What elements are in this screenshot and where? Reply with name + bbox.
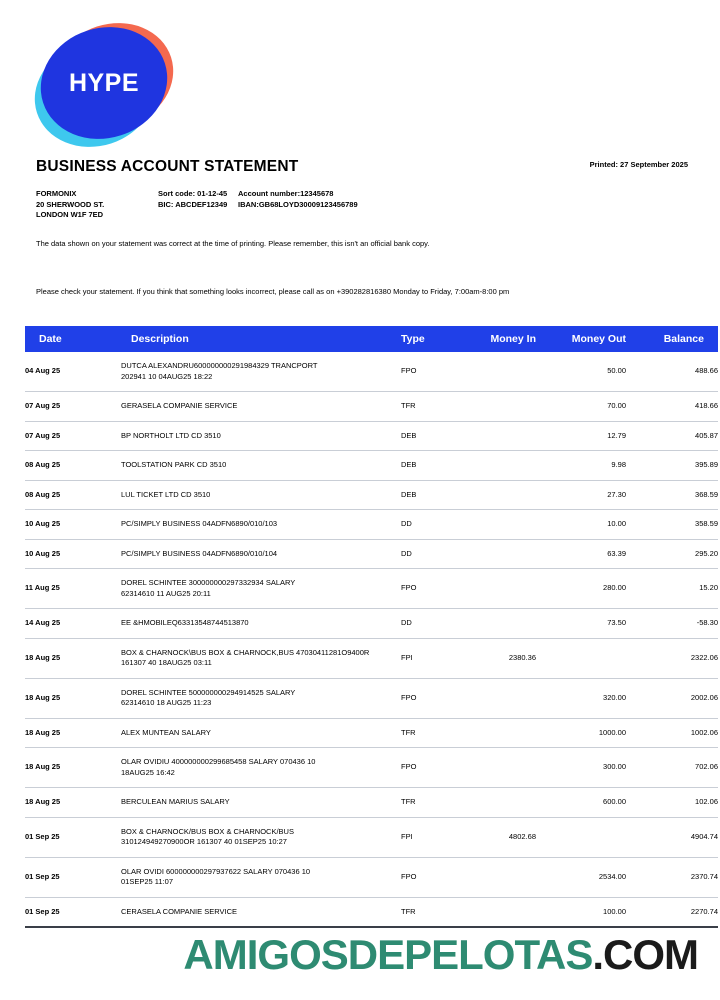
cell-date: 01 Sep 25 [25,897,121,927]
cell-date: 18 Aug 25 [25,718,121,748]
table-row [25,480,718,510]
cell-date: 18 Aug 25 [25,638,121,678]
cell-date: 01 Sep 25 [25,857,121,897]
table-row [25,897,718,927]
cell-description [121,817,401,857]
hype-logo [28,22,208,144]
page-title: BUSINESS ACCOUNT STATEMENT [36,158,299,175]
cell-money-in [461,857,536,897]
cell-description [121,897,401,927]
cell-date: 18 Aug 25 [25,678,121,718]
cell-balance: 702.06 [626,748,718,788]
column-header-type: Type [401,326,461,352]
cell-money-out: 12.79 [536,421,626,451]
cell-balance: 358.59 [626,510,718,540]
cell-money-out [536,817,626,857]
account-number: Account number:12345678 [238,189,334,198]
column-header-description: Description [121,326,401,352]
cell-type: FPO [401,748,461,788]
transactions-table [25,326,718,928]
table-row [25,788,718,818]
cell-date: 07 Aug 25 [25,392,121,422]
cell-description [121,678,401,718]
cell-money-in [461,569,536,609]
cell-balance: 4904.74 [626,817,718,857]
cell-balance: 488.66 [626,352,718,392]
cell-money-in: 4802.68 [461,817,536,857]
bic: BIC: ABCDEF12349 [158,199,228,209]
cell-money-in [461,609,536,639]
cell-balance: 2370.74 [626,857,718,897]
cell-money-in [461,539,536,569]
description-line-1: PC/SIMPLY BUSINESS 04ADFN6890/010/104 [121,548,278,558]
cell-type: DD [401,539,461,569]
cell-balance: 2322.06 [626,638,718,678]
description-line-1: BERCULEAN MARIUS SALARY [121,797,230,806]
cell-balance: 405.87 [626,421,718,451]
cell-description [121,718,401,748]
sort-code: Sort code: 01-12-45 [158,189,228,198]
cell-type: FPI [401,638,461,678]
cell-date: 04 Aug 25 [25,352,121,392]
cell-type: DD [401,609,461,639]
description-line-1: EE &HMOBILEQ63313548744513870 [121,618,249,627]
cell-money-in [461,718,536,748]
cell-date: 14 Aug 25 [25,609,121,639]
description-line-2: 310124949270900OR 161307 40 01SEP25 10:27 [121,837,287,846]
address-line-2: LONDON W1F 7ED [36,210,104,219]
cell-description [121,480,401,510]
description-line-1: LUL TICKET LTD CD 3510 [121,489,211,499]
company-name: FORMONIX [36,189,77,198]
table-row [25,421,718,451]
description-line-1: BP NORTHOLT LTD CD 3510 [121,430,221,440]
cell-description [121,857,401,897]
cell-money-out: 50.00 [536,352,626,392]
table-row [25,510,718,540]
cell-balance: 2270.74 [626,897,718,927]
column-header-money-in: Money In [461,326,536,352]
cell-balance: 1002.06 [626,718,718,748]
cell-money-out: 600.00 [536,788,626,818]
cell-description [121,748,401,788]
cell-money-in [461,480,536,510]
cell-balance: 102.06 [626,788,718,818]
account-holder-block [36,189,104,221]
watermark-tld: .COM [592,931,698,978]
cell-description [121,451,401,481]
cell-description [121,421,401,451]
cell-balance: 15.20 [626,569,718,609]
cell-date: 08 Aug 25 [25,480,121,510]
logo-wordmark: HYPE [68,68,140,97]
table-row [25,817,718,857]
cell-date: 01 Sep 25 [25,817,121,857]
cell-type: TFR [401,718,461,748]
table-row [25,451,718,481]
description-line-1: BOX & CHARNOCK/BUS BOX & CHARNOCK/BUS [121,826,294,836]
column-header-date: Date [25,326,121,352]
cell-description [121,392,401,422]
cell-type: FPO [401,857,461,897]
cell-money-in: 2380.36 [461,638,536,678]
cell-money-out: 27.30 [536,480,626,510]
printed-date: Printed: 27 September 2025 [589,160,688,169]
cell-money-out [536,638,626,678]
cell-date: 10 Aug 25 [25,539,121,569]
cell-type: TFR [401,897,461,927]
cell-description [121,352,401,392]
cell-type: FPO [401,569,461,609]
cell-money-out: 320.00 [536,678,626,718]
description-line-1: CERASELA COMPANIE SERVICE [121,906,238,916]
description-line-2: 62314610 11 AUG25 20:11 [121,588,211,598]
cell-description [121,539,401,569]
address-line-1: 20 SHERWOOD ST. [36,199,105,209]
cell-description [121,510,401,540]
cell-type: DEB [401,480,461,510]
cell-description [121,609,401,639]
cell-type: TFR [401,788,461,818]
description-line-1: DOREL SCHINTEE 500000000294914525 SALARY [121,687,296,697]
watermark [183,931,698,978]
description-line-2: 18AUG25 16:42 [121,767,175,777]
cell-money-in [461,510,536,540]
table-row [25,638,718,678]
cell-money-out: 100.00 [536,897,626,927]
cell-balance: 295.20 [626,539,718,569]
description-line-2: 161307 40 18AUG25 03:11 [121,658,212,667]
cell-money-out: 70.00 [536,392,626,422]
cell-money-out: 280.00 [536,569,626,609]
cell-money-in [461,897,536,927]
cell-date: 11 Aug 25 [25,569,121,609]
table-row [25,609,718,639]
table-row [25,352,718,392]
description-line-1: TOOLSTATION PARK CD 3510 [121,460,227,469]
description-line-1: GERASELA COMPANIE SERVICE [121,401,238,410]
description-line-1: ALEX MUNTEAN SALARY [121,727,211,737]
table-header [25,326,718,352]
cell-type: DEB [401,451,461,481]
cell-money-out: 9.98 [536,451,626,481]
cell-money-in [461,392,536,422]
description-line-1: DOREL SCHINTEE 300000000297332934 SALARY [121,578,296,587]
cell-date: 08 Aug 25 [25,451,121,481]
cell-description [121,638,401,678]
table-row [25,678,718,718]
table-header-row [25,326,718,352]
table-row [25,748,718,788]
cell-type: DD [401,510,461,540]
print-accuracy-notice: The data shown on your statement was correct at the time of printing. Please remember, this isn't an official bank copy. [36,239,430,248]
description-line-1: OLAR OVIDI 600000000297937622 SALARY 070436 10 [121,866,311,876]
cell-description [121,788,401,818]
cell-money-out: 63.39 [536,539,626,569]
cell-money-out: 300.00 [536,748,626,788]
description-line-1: OLAR OVIDIU 400000000299685458 SALARY 070436 10 [121,757,316,766]
cell-date: 18 Aug 25 [25,788,121,818]
cell-money-out: 2534.00 [536,857,626,897]
cell-description [121,569,401,609]
cell-date: 18 Aug 25 [25,748,121,788]
cell-type: DEB [401,421,461,451]
cell-type: FPO [401,352,461,392]
cell-money-in [461,788,536,818]
contact-notice: Please check your statement. If you think that something looks incorrect, please call as on +390282816380 Monday to Friday, 7:00am-8:00 pm [36,287,510,296]
cell-type: TFR [401,392,461,422]
watermark-domain: AMIGOSDEPELOTAS [183,931,593,978]
description-line-1: DUTCA ALEXANDRU600000000291984329 TRANCPORT [121,361,318,370]
table-row [25,569,718,609]
cell-money-in [461,451,536,481]
iban: IBAN:GB68LOYD30009123456789 [238,199,358,209]
cell-balance: -58.30 [626,609,718,639]
column-header-balance: Balance [626,326,718,352]
cell-money-in [461,678,536,718]
table-row [25,539,718,569]
cell-date: 10 Aug 25 [25,510,121,540]
description-line-1: BOX & CHARNOCK\BUS BOX & CHARNOCK,BUS 47030411281O9400R [121,647,370,657]
cell-balance: 418.66 [626,392,718,422]
cell-balance: 368.59 [626,480,718,510]
table-body [25,352,718,927]
cell-money-in [461,748,536,788]
table-row [25,857,718,897]
cell-money-out: 1000.00 [536,718,626,748]
cell-type: FPO [401,678,461,718]
column-header-money-out: Money Out [536,326,626,352]
description-line-2: 62314610 18 AUG25 11:23 [121,698,212,707]
cell-balance: 395.89 [626,451,718,481]
description-line-1: PC/SIMPLY BUSINESS 04ADFN6890/010/103 [121,519,278,528]
description-line-2: 01SEP25 11:07 [121,877,173,886]
table-row [25,718,718,748]
cell-date: 07 Aug 25 [25,421,121,451]
table-row [25,392,718,422]
cell-balance: 2002.06 [626,678,718,718]
account-details-block [158,189,358,210]
cell-money-out: 73.50 [536,609,626,639]
cell-money-out: 10.00 [536,510,626,540]
description-line-2: 202941 10 04AUG25 18:22 [121,371,213,381]
cell-money-in [461,421,536,451]
cell-money-in [461,352,536,392]
cell-type: FPI [401,817,461,857]
